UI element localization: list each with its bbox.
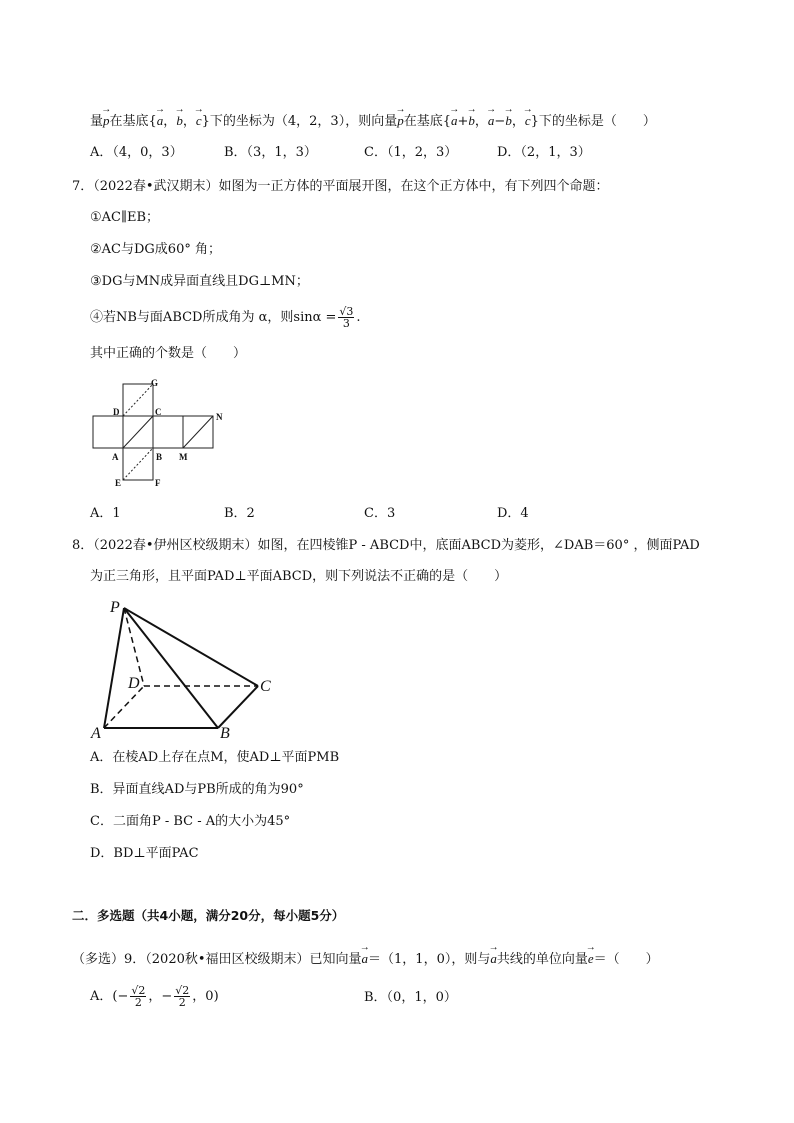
q9-stem: （多选）9．（2020秋•福田区校级期末）已知向量→ a＝（1，1，0），则与→ a共线的单位向量→ e＝（ ）: [72, 948, 659, 969]
q8-option-d[interactable]: D．BD⊥平面PAC: [90, 846, 199, 861]
pyramid-diagram: [88, 596, 288, 741]
vector-e: → e: [588, 948, 594, 968]
q7-ask: 其中正确的个数是（ ）: [90, 346, 247, 361]
q7-proposition-3: ③DG与MN成异面直线且DG⊥MN；: [90, 274, 309, 289]
q8-option-a[interactable]: A．在棱AD上存在点M，使AD⊥平面PMB: [90, 750, 340, 765]
vector-p: → p: [103, 110, 110, 130]
label-A: A: [112, 452, 119, 462]
label-D: D: [128, 675, 140, 692]
label-E: E: [115, 478, 122, 488]
q7-option-d[interactable]: D．4: [497, 506, 529, 521]
q8-option-b[interactable]: B．异面直线AD与PB所成的角为90°: [90, 782, 304, 797]
q7-option-c[interactable]: C．3: [364, 506, 396, 521]
q7-proposition-4: ④若NB与面ABCD所成角为 α，则sinα = $\frac{√3}{3}$ .: [90, 305, 361, 330]
label-P: P: [110, 599, 120, 616]
label-F: F: [155, 478, 161, 488]
label-C: C: [155, 407, 162, 417]
q7-stem: 7．（2022春•武汉期末）如图为一正方体的平面展开图，在这个正方体中，有下列四个命题：: [72, 179, 609, 194]
q6-option-b[interactable]: B．（3，1，3）: [224, 145, 317, 160]
label-C: C: [260, 678, 271, 695]
q8-option-c[interactable]: C．二面角P - BC - A的大小为45°: [90, 814, 291, 829]
cube-net-diagram: [85, 378, 245, 488]
q9-option-a[interactable]: A．(− $\frac{√2}{2}$ ，− $\frac{√2}{2}$ ，0): [90, 984, 219, 1009]
label-A: A: [91, 725, 101, 741]
label-M: M: [179, 452, 188, 462]
q7-proposition-1: ①AC∥EB；: [90, 210, 160, 225]
label-N: N: [216, 412, 223, 422]
q6-option-d[interactable]: D．（2，1，3）: [497, 145, 591, 160]
q7-option-a[interactable]: A．1: [90, 506, 121, 521]
sqrt3-over-3-fraction: $\frac{√3}{3}$: [339, 305, 354, 330]
q7-option-b[interactable]: B．2: [224, 506, 255, 521]
label-D: D: [113, 407, 120, 417]
q9-option-b[interactable]: B．（0，1，0）: [364, 990, 457, 1005]
q6-stem: 量→ p在基底{→ a，→ b，→ c}下的坐标为（4，2，3），则向量→ p在基底{→ a+→ b，→ a−→ b，→ c}下的坐标是（ ）: [90, 110, 656, 131]
q6-option-c[interactable]: C．（1，2，3）: [364, 145, 458, 160]
label-B: B: [220, 725, 230, 741]
vector-a: → a: [362, 948, 369, 968]
q8-stem-line1: 8．（2022春•伊州区校级期末）如图，在四棱锥P - ABCD中，底面ABCD为菱形，∠DAB＝60° ，侧面PAD: [72, 538, 700, 553]
label-G: G: [151, 378, 159, 388]
q6-option-a[interactable]: A．（4，0，3）: [90, 145, 183, 160]
q8-stem-line2: 为正三角形，且平面PAD⊥平面ABCD，则下列说法不正确的是（ ）: [90, 569, 508, 584]
label-B: B: [156, 452, 163, 462]
q7-proposition-2: ②AC与DG成60° 角；: [90, 242, 221, 257]
section-heading-multiple-choice: 二．多选题（共4小题，满分20分，每小题5分）: [72, 908, 345, 923]
